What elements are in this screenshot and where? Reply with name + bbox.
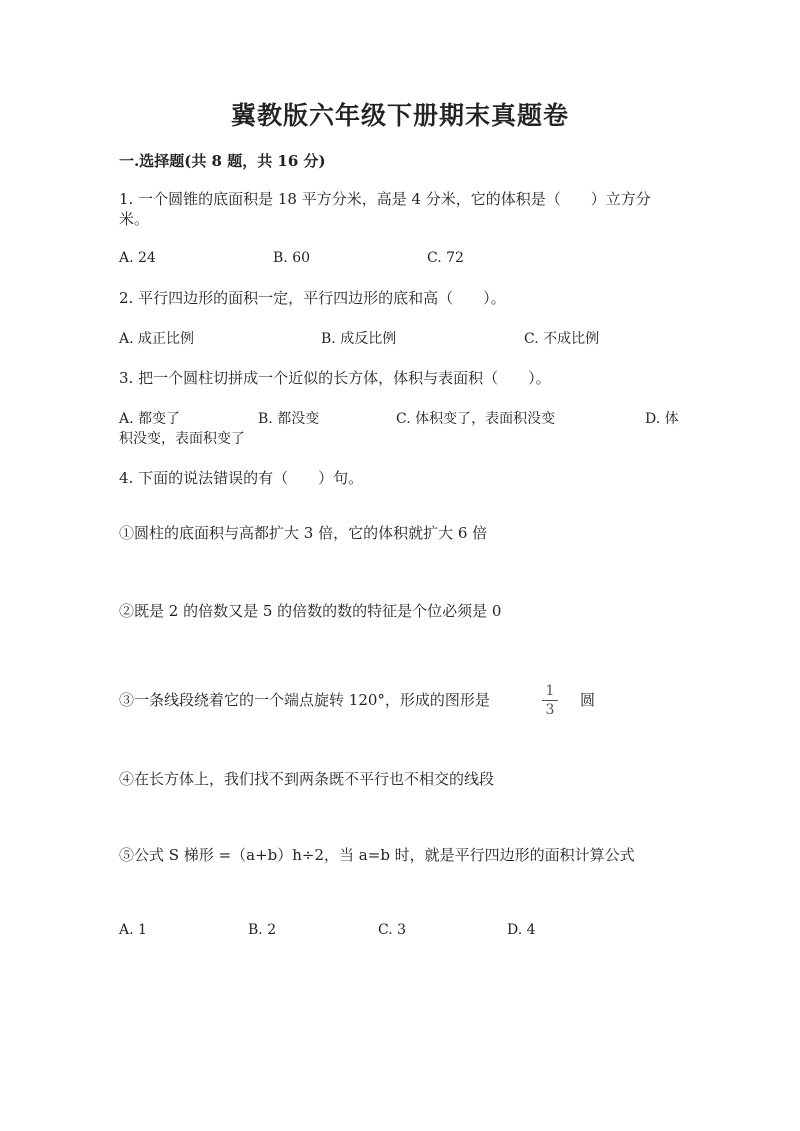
question-1-text-line1: 1. 一个圆锥的底面积是 18 平方分米，高是 4 分米，它的体积是（ ）立方分 [119, 190, 651, 208]
question-4-option-b: B. 2 [248, 922, 277, 938]
section-heading: 一.选择题(共 8 题，共 16 分) [119, 152, 326, 170]
question-4-option-a: A. 1 [119, 922, 147, 938]
question-4-text: 4. 下面的说法错误的有（ ）句。 [119, 469, 364, 487]
question-2-option-b: B. 成反比例 [321, 331, 397, 347]
question-4-option-d: D. 4 [507, 922, 536, 938]
question-4-option-c: C. 3 [378, 922, 407, 938]
fraction-one-third [542, 683, 558, 718]
question-1-option-b: B. 60 [273, 250, 311, 266]
question-3-option-d: D. 体 [645, 411, 679, 427]
page-title: 冀教版六年级下册期末真题卷 [230, 101, 569, 130]
question-4-statement-4: ④在长方体上，我们找不到两条既不平行也不相交的线段 [119, 770, 495, 788]
fraction-numerator: 1 [545, 683, 555, 699]
fraction-denominator: 3 [545, 702, 555, 718]
question-1-option-c: C. 72 [427, 250, 464, 266]
question-4-statement-3: ③一条线段绕着它的一个端点旋转 120°，形成的图形是 [119, 691, 490, 709]
question-3-option-a: A. 都变了 [119, 411, 181, 427]
question-4-statement-1: ①圆柱的底面积与高都扩大 3 倍，它的体积就扩大 6 倍 [119, 524, 488, 542]
question-4-statement-5: ⑤公式 S 梯形 =（a+b）h÷2，当 a=b 时，就是平行四边形的面积计算公式 [119, 846, 635, 864]
question-3-option-b: B. 都没变 [258, 411, 320, 427]
question-3-option-d-continued: 积没变，表面积变了 [119, 431, 245, 447]
question-3-text: 3. 把一个圆柱切拼成一个近似的长方体，体积与表面积（ ）。 [119, 369, 551, 387]
question-4-statement-2: ②既是 2 的倍数又是 5 的倍数的数的特征是个位必须是 0 [119, 602, 502, 620]
question-2-text: 2. 平行四边形的面积一定，平行四边形的底和高（ ）。 [119, 289, 506, 307]
question-2-option-c: C. 不成比例 [524, 331, 600, 347]
question-1-text-line2: 米。 [119, 210, 150, 228]
question-1-option-a: A. 24 [119, 250, 156, 266]
question-3-option-c: C. 体积变了，表面积没变 [396, 411, 556, 427]
question-2-option-a: A. 成正比例 [119, 331, 195, 347]
question-4-statement-3-tail: 圆 [580, 691, 596, 709]
fraction-bar [542, 700, 558, 701]
